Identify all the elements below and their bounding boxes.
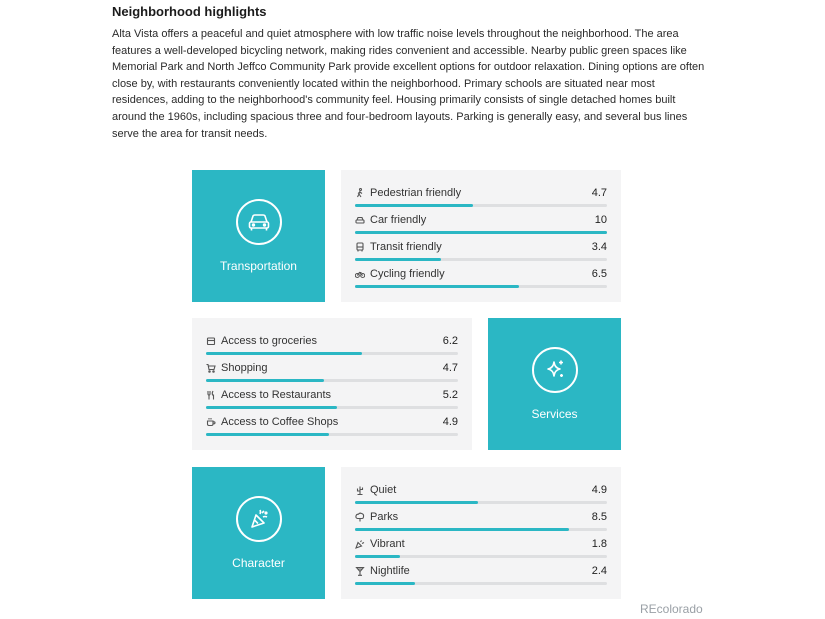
cart-icon bbox=[206, 363, 216, 373]
score-row bbox=[206, 335, 458, 362]
category-label: Character bbox=[232, 556, 285, 570]
score-bar-fill bbox=[206, 352, 362, 355]
category-tile-transportation bbox=[192, 170, 325, 302]
score-bar bbox=[355, 285, 607, 288]
bus-icon bbox=[355, 242, 365, 252]
score-label: Cycling friendly bbox=[370, 268, 445, 280]
score-bar bbox=[355, 528, 607, 531]
coffee-icon bbox=[206, 417, 216, 427]
score-row bbox=[355, 484, 607, 511]
cactus-icon bbox=[355, 485, 365, 495]
score-value: 5.2 bbox=[442, 389, 458, 401]
category-label: Transportation bbox=[220, 259, 297, 273]
confetti-icon bbox=[355, 539, 365, 549]
score-row bbox=[355, 241, 607, 268]
section-description: Alta Vista offers a peaceful and quiet atmosphere with low traffic noise levels throughout the neighborhood. The area features a well-developed bicycling network, making rides convenient and accessible. Nearby public green spaces like Memorial Park and North Jeffco Community Park provide excellent options for outdoor relaxation. Dining options are often close by, with restaurants conveniently located within the neighborhood. Primary schools are situated near most residences, adding to the neighborhood's community feel. Housing primarily consists of single detached homes built around the 1960s, including spacious three and four-bedroom layouts. Parking is generally easy, and several bus lines serve the area for transit needs. bbox=[112, 28, 705, 140]
store-icon bbox=[206, 336, 216, 346]
score-row bbox=[206, 362, 458, 389]
score-bar bbox=[355, 555, 607, 558]
score-bar-fill bbox=[206, 379, 324, 382]
sparkle-icon bbox=[532, 347, 578, 393]
score-bar-fill bbox=[355, 501, 478, 504]
score-bar bbox=[355, 231, 607, 234]
cocktail-icon bbox=[355, 566, 365, 576]
score-label: Access to groceries bbox=[221, 335, 317, 347]
score-label: Nightlife bbox=[370, 565, 410, 577]
score-bar-fill bbox=[355, 555, 400, 558]
category-tile-character bbox=[192, 467, 325, 599]
score-bar-fill bbox=[355, 528, 569, 531]
tree-icon bbox=[355, 512, 365, 522]
score-row bbox=[206, 389, 458, 416]
score-row bbox=[355, 268, 607, 295]
score-row bbox=[355, 214, 607, 241]
score-panel-transportation bbox=[341, 170, 621, 302]
score-value: 1.8 bbox=[591, 538, 607, 550]
score-row bbox=[355, 565, 607, 592]
score-value: 4.9 bbox=[591, 484, 607, 496]
category-label: Services bbox=[531, 407, 578, 421]
score-label: Transit friendly bbox=[370, 241, 442, 253]
utensils-icon bbox=[206, 390, 216, 400]
score-bar-fill bbox=[355, 204, 473, 207]
score-label: Quiet bbox=[370, 484, 397, 496]
score-bar bbox=[206, 379, 458, 382]
score-value: 6.2 bbox=[442, 335, 458, 347]
score-bar-fill bbox=[206, 406, 337, 409]
bicycle-icon bbox=[355, 269, 365, 279]
score-value: 4.7 bbox=[591, 187, 607, 199]
score-value: 10 bbox=[594, 214, 607, 226]
score-row bbox=[355, 511, 607, 538]
watermark: REcolorado bbox=[640, 602, 703, 616]
score-bar bbox=[206, 433, 458, 436]
score-row bbox=[355, 187, 607, 214]
score-label: Pedestrian friendly bbox=[370, 187, 462, 199]
score-value: 4.7 bbox=[442, 362, 458, 374]
score-bar-fill bbox=[355, 285, 519, 288]
car-icon bbox=[236, 199, 282, 245]
score-bar bbox=[355, 258, 607, 261]
score-bar bbox=[206, 352, 458, 355]
score-label: Car friendly bbox=[370, 214, 427, 226]
category-tile-services bbox=[488, 318, 621, 450]
party-popper-icon bbox=[236, 496, 282, 542]
score-bar bbox=[355, 501, 607, 504]
score-panel-services bbox=[192, 318, 472, 450]
score-value: 3.4 bbox=[591, 241, 607, 253]
score-label: Vibrant bbox=[370, 538, 405, 550]
score-value: 4.9 bbox=[442, 416, 458, 428]
section-title: Neighborhood highlights bbox=[112, 4, 267, 19]
score-row bbox=[206, 416, 458, 443]
score-label: Parks bbox=[370, 511, 399, 523]
score-bar-fill bbox=[355, 582, 415, 585]
score-bar bbox=[355, 204, 607, 207]
walking-icon bbox=[355, 188, 365, 198]
score-value: 6.5 bbox=[591, 268, 607, 280]
score-bar bbox=[206, 406, 458, 409]
score-row bbox=[355, 538, 607, 565]
score-panel-character bbox=[341, 467, 621, 599]
score-bar-fill bbox=[355, 258, 441, 261]
score-bar-fill bbox=[206, 433, 329, 436]
car-icon bbox=[355, 215, 365, 225]
score-value: 8.5 bbox=[591, 511, 607, 523]
score-label: Shopping bbox=[221, 362, 268, 374]
score-bar-fill bbox=[355, 231, 607, 234]
score-bar bbox=[355, 582, 607, 585]
score-value: 2.4 bbox=[591, 565, 607, 577]
score-label: Access to Restaurants bbox=[221, 389, 332, 401]
score-label: Access to Coffee Shops bbox=[221, 416, 339, 428]
